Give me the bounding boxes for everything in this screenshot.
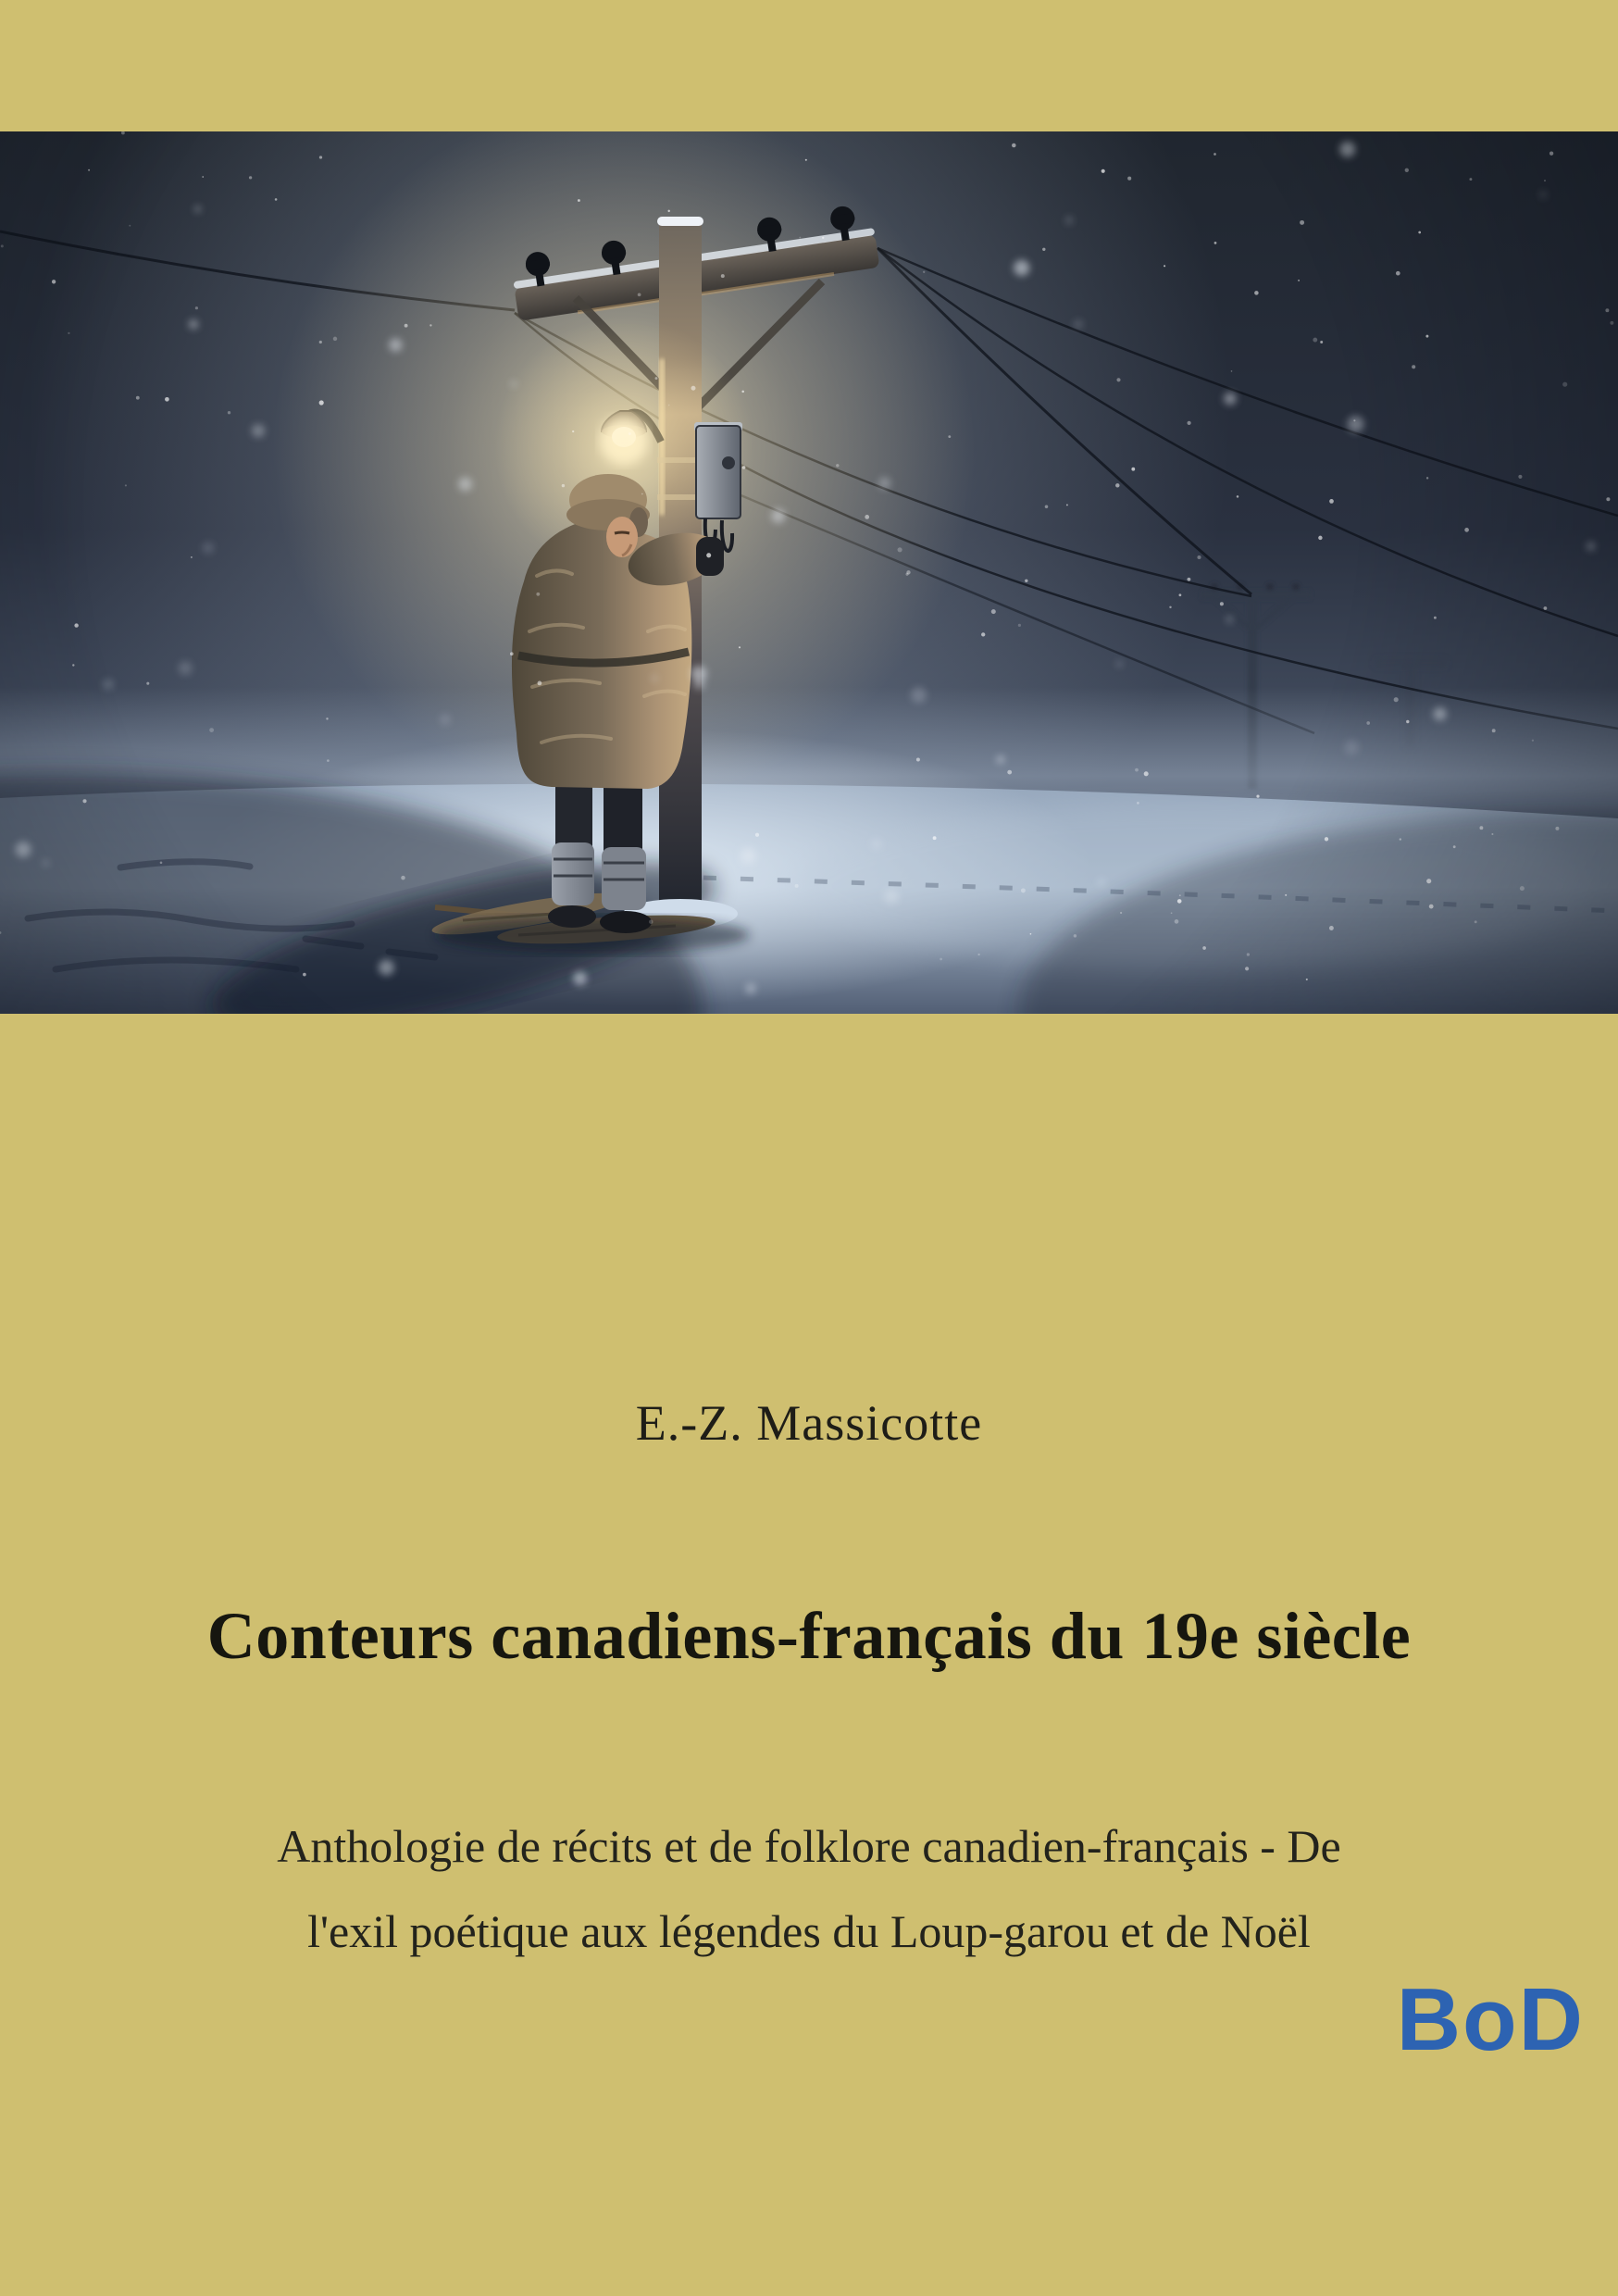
subtitle-line-2: l'exil poétique aux légendes du Loup-garou et de Noël — [307, 1905, 1311, 1957]
book-title: Conteurs canadiens-français du 19e siècle — [206, 1599, 1412, 1673]
vignette — [0, 131, 1618, 1014]
subtitle-line-1: Anthologie de récits et de folklore canadien-français - De — [277, 1820, 1341, 1872]
publisher-logo: BoD — [1396, 1970, 1585, 2069]
cover-illustration — [0, 131, 1618, 1014]
book-subtitle — [0, 1803, 1618, 1974]
author-name: E.-Z. Massicotte — [635, 1395, 983, 1451]
